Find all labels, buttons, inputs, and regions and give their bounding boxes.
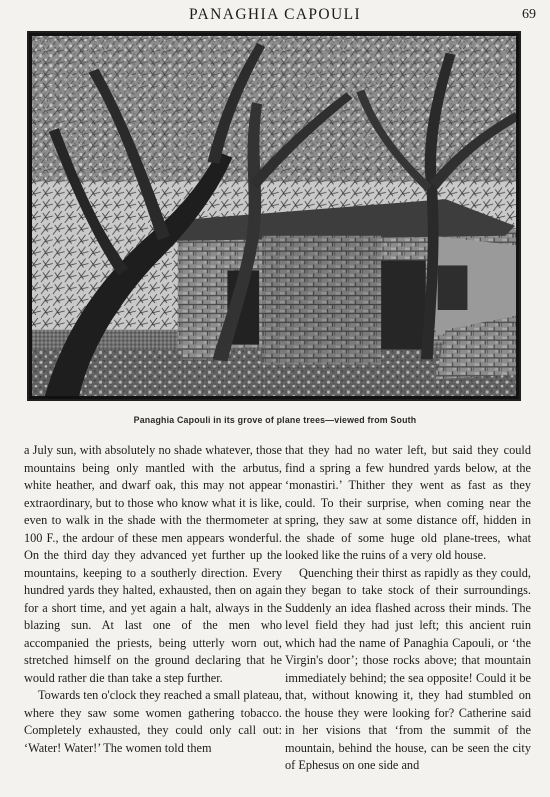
text-column-left [24,442,282,757]
paragraph: that they had no water left, but said they could find a spring a few hundred yards below, at the ‘monastiri.’ Thither they went as fast as they could. To their surprise, when coming near the spring, they saw at some distance off, hidden in the shade of some huge old plane-trees, what looked like the ruins of a very old house. [285,443,531,562]
figure-caption: Panaghia Capouli in its grove of plane trees—viewed from South [133,415,417,425]
paragraph: a July sun, with absolutely no shade whatever, those mountains being only mantled with the arbutus, white heather, and dwarf oak, this may not appear extraordinary, but to those who know what it is like, even to walk in the shade with the thermometer at 100 F., the ardour of these men appears wonderful. On the third day they advanced yet further up the mountains, keeping to a southerly direction. Every hundred yards they halted, exhausted, then on again for a short time, and yet again a halt, always in the blazing sun. At last one of the men who accompanied the priests, being utterly worn out, stretched himself on the ground declaring that he would rather die than take a step further. [24,443,282,685]
text-column-right [285,442,531,775]
ruin-among-trees-photo [29,33,519,399]
halftone-photograph [27,31,521,401]
running-head [0,6,550,28]
running-title: PANAGHIA CAPOULI [188,6,362,23]
paragraph: Towards ten o'clock they reached a small plateau, where they saw some women gathering tobacco. Completely exhausted, they could only call out: ‘Water! Water!’ The women told them [24,688,282,755]
page-number: 69 [522,7,536,22]
paragraph: Quenching their thirst as rapidly as they could, they began to take stock of their surroundings. Suddenly an idea flashed across their minds. The level field they had just left; this ancient ruin which had the name of Panaghia Capouli, or ‘the Virgin's door’; those rocks above; that mountain immediately behind; the sea opposite! Could it be that, without knowing it, they had stumbled on the house they were looking for? Catherine said in her visions that ‘from the summit of the mountain, behind the house, can be seen the city of Ephesus on one side and [285,565,531,772]
